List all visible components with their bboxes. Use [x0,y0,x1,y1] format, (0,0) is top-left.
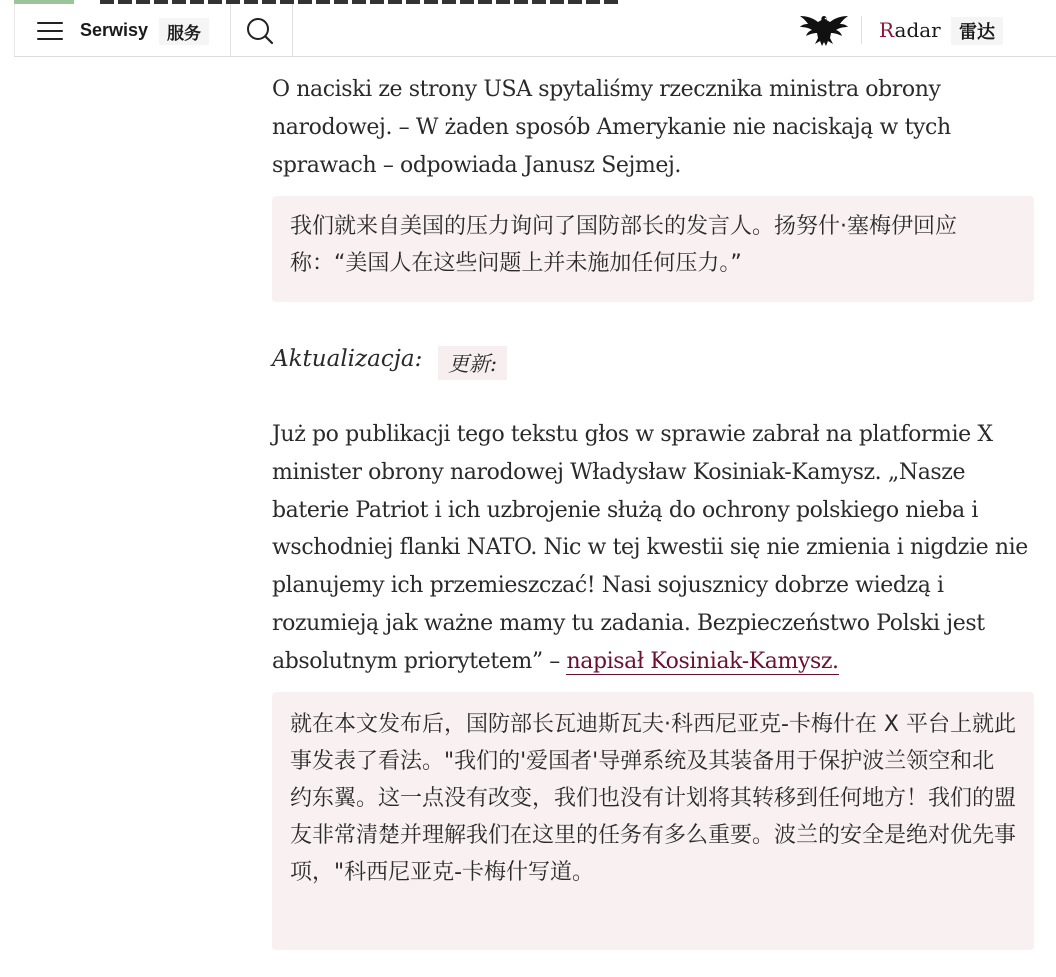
services-menu-label[interactable]: Serwisy [80,20,149,40]
update-label: Aktualizacja: [272,346,423,372]
nav-divider [292,4,293,56]
article-paragraph: O naciski ze strony USA spytaliśmy rzecznika ministra obrony narodowej. – W żaden sposób Amerykanie nie naciskają w tych sprawach – odpowiada Janusz Sejmej. [272,77,951,178]
radar-initial: R [879,18,895,42]
radar-link[interactable] [879,18,941,42]
radar-rest: adar [894,18,941,42]
radar-translation: 雷达 [951,17,1003,45]
translation-text: 我们就来自美国的压力询问了国防部长的发言人。扬努什·塞梅伊回应称：“美国人在这些问题上并未施加任何压力。” [290,214,957,276]
kosiniak-kamysz-post-link[interactable]: napisał Kosiniak-Kamysz. [566,648,839,674]
paragraph-text: Już po publikacji tego tekstu głos w sprawie zabrał na platformie X minister obrony narodowej Władysław Kosiniak-Kamysz. „Nasze baterie Patriot i ich uzbrojenie służą do ochrony polskiego nieba i wschodniej flanki NATO. Nic w tej kwestii się nie zmienia i nigdzie nie planujemy ich przemieszczać! Nasi sojusznicy dobrze wiedzą i rozumieją jak ważne mamy tu zadania. Bezpieczeństwo Polski jest absolutnym priorytetem” – [272,422,1028,674]
nav-divider [861,16,862,44]
translation-text: 就在本文发布后，国防部长瓦迪斯瓦夫·科西尼亚克-卡梅什在 X 平台上就此事发表了看法。"我们的'爱国者'导弹系统及其装备用于保护波兰领空和北约东翼。这一点没有改变，我们也没有计划将其转移到任何地方！我们的盟友非常清楚并理解我们在这里的任务有多么重要。波兰的安全是绝对优先事项，"科西尼亚克-卡梅什写道。 [290,712,1017,885]
hamburger-menu-icon[interactable] [37,22,63,40]
top-navigation-bar [14,4,1056,57]
services-translation: 服务 [159,18,209,45]
translation-block [272,196,1034,302]
article-paragraph [272,416,1042,681]
eagle-logo-icon[interactable] [798,12,850,48]
nav-divider [230,4,231,56]
search-icon[interactable] [245,16,275,46]
update-translation: 更新: [438,346,507,380]
translation-block [272,692,1034,950]
